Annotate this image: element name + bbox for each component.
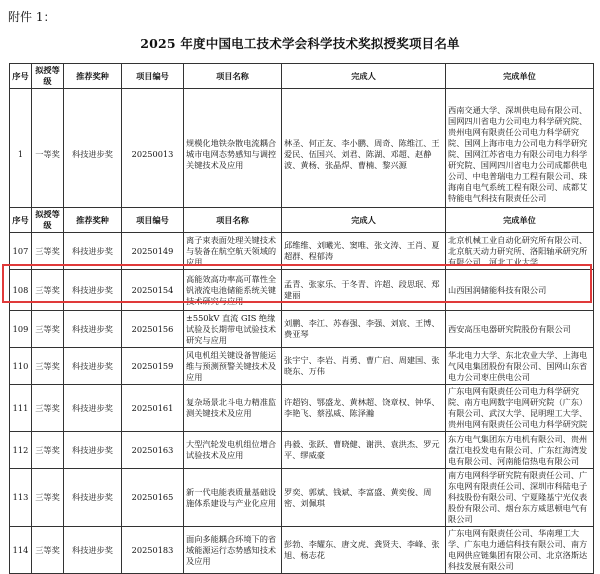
level-cell: 三等奖 <box>32 348 64 385</box>
table-row <box>10 432 594 469</box>
contributors-cell: 许超钧、鄂盛龙、黄林超、饶章权、钟华、李艳飞、蔡泓威、陈泽瀚 <box>282 385 446 432</box>
level-cell: 三等奖 <box>32 233 64 270</box>
column-header: 完成人 <box>282 64 446 89</box>
column-header: 完成人 <box>282 208 446 233</box>
level-cell: 三等奖 <box>32 469 64 527</box>
column-header: 项目编号 <box>122 64 184 89</box>
seq-cell: 109 <box>10 311 32 348</box>
seq-cell: 112 <box>10 432 32 469</box>
institutions-cell: 广东电网有限责任公司、华南理工大学、广东电力通信科技有限公司、南方电网供应链集团有限公司、北京洛斯达科技发展有限公司 <box>446 527 594 574</box>
award-table-top <box>9 63 594 221</box>
table-row <box>10 270 594 311</box>
header-row <box>10 64 594 89</box>
institutions-cell: 山西国润储能科技有限公司 <box>446 270 594 311</box>
award-type-cell: 科技进步奖 <box>64 348 122 385</box>
institutions-cell: 广东电网有限责任公司电力科学研究院、南方电网数字电网研究院（广东）有限公司、武汉大学、昆明理工大学、贵州电网有限责任公司电力科学研究院 <box>446 385 594 432</box>
seq-cell: 110 <box>10 348 32 385</box>
project-code-cell: 20250156 <box>122 311 184 348</box>
column-header: 推荐奖种 <box>64 208 122 233</box>
project-name-cell: 风电机组关键设备智能运维与预测预警关键技术及应用 <box>184 348 282 385</box>
project-name-cell: 面向多能耦合环境下的省域能源运行态势感知技术及应用 <box>184 527 282 574</box>
document-title: 2025 年度中国电工技术学会科学技术奖拟授奖项目名单 <box>140 36 460 51</box>
seq-cell: 107 <box>10 233 32 270</box>
project-name-cell: 大型汽轮发电机组位增合试验技术及应用 <box>184 432 282 469</box>
project-name-cell: 新一代电能表质量基础设施体系建设与产业化应用 <box>184 469 282 527</box>
level-cell: 三等奖 <box>32 270 64 311</box>
project-name-cell: 高能效高功率高可靠性全钒液流电池储能系统关键技术研究与应用 <box>184 270 282 311</box>
table-row <box>10 385 594 432</box>
column-header: 项目名称 <box>184 208 282 233</box>
contributors-cell: 孟青、张家乐、于冬青、许超、段思珉、郑建丽 <box>282 270 446 311</box>
column-header: 完成单位 <box>446 208 594 233</box>
project-code-cell: 20250149 <box>122 233 184 270</box>
header-row <box>10 208 594 233</box>
project-name-cell: 离子束表面处理关键技术与装备在航空航天领域的应用 <box>184 233 282 270</box>
column-header: 完成单位 <box>446 64 594 89</box>
contributors-cell: 罗奕、郭斌、钱斌、李富盛、黄奕俊、周密、刘佩琪 <box>282 469 446 527</box>
column-header: 拟授等级 <box>32 208 64 233</box>
table-row <box>10 348 594 385</box>
column-header: 拟授等级 <box>32 64 64 89</box>
column-header: 序号 <box>10 208 32 233</box>
project-code-cell: 20250183 <box>122 527 184 574</box>
institutions-cell: 西安高压电器研究院股份有限公司 <box>446 311 594 348</box>
project-name-cell: ±550kV 直流 GIS 绝缘试验及长期带电试验技术研究与应用 <box>184 311 282 348</box>
seq-cell: 111 <box>10 385 32 432</box>
award-type-cell: 科技进步奖 <box>64 233 122 270</box>
column-header: 序号 <box>10 64 32 89</box>
seq-cell: 108 <box>10 270 32 311</box>
project-code-cell: 20250165 <box>122 469 184 527</box>
level-cell: 三等奖 <box>32 432 64 469</box>
level-cell: 一等奖 <box>32 89 64 221</box>
project-name-cell: 复杂场景北斗电力精准监测关键技术及应用 <box>184 385 282 432</box>
award-type-cell: 科技进步奖 <box>64 270 122 311</box>
award-type-cell: 科技进步奖 <box>64 527 122 574</box>
contributors-cell: 林圣、何正友、李小鹏、周奇、陈维江、王爱民、伍国兴、刘君、陈湖、邓超、赵静波、黄杨、张晶焊、曹楠、黎兴源 <box>282 89 446 221</box>
level-cell: 三等奖 <box>32 385 64 432</box>
institutions-cell: 北京机械工业自动化研究所有限公司、北京航天动力研究所、洛阳轴承研究所有限公司、河北工业大学 <box>446 233 594 270</box>
project-code-cell: 20250159 <box>122 348 184 385</box>
column-header: 推荐奖种 <box>64 64 122 89</box>
award-table-bottom <box>9 207 594 574</box>
table-row <box>10 469 594 527</box>
table-row <box>10 89 594 221</box>
level-cell: 三等奖 <box>32 311 64 348</box>
seq-cell: 113 <box>10 469 32 527</box>
project-code-cell: 20250161 <box>122 385 184 432</box>
level-cell: 三等奖 <box>32 527 64 574</box>
attachment-label: 附件 1： <box>8 10 56 24</box>
table-row <box>10 311 594 348</box>
contributors-cell: 邱维维、刘曦光、窦唯、张文涛、王肖、夏超群、程郁涛 <box>282 233 446 270</box>
column-header: 项目名称 <box>184 64 282 89</box>
contributors-cell: 张宇宁、李岩、肖勇、曹广启、周建国、张晓东、万伟 <box>282 348 446 385</box>
table-row <box>10 233 594 270</box>
award-type-cell: 科技进步奖 <box>64 469 122 527</box>
institutions-cell: 华北电力大学、东北农业大学、上海电气风电集团股份有限公司、国网山东省电力公司枣庄供电公司 <box>446 348 594 385</box>
award-type-cell: 科技进步奖 <box>64 311 122 348</box>
project-code-cell: 20250013 <box>122 89 184 221</box>
institutions-cell: 南方电网科学研究院有限责任公司、广东电网有限责任公司、深圳市科陆电子科技股份有限公司、宁夏隆基宁光仪表股份有限公司、烟台东方威思顿电气有限公司 <box>446 469 594 527</box>
award-type-cell: 科技进步奖 <box>64 432 122 469</box>
table-row <box>10 527 594 574</box>
award-type-cell: 科技进步奖 <box>64 385 122 432</box>
contributors-cell: 彭勃、李耀东、唐文虎、龚贤夫、李峰、张旭、杨志花 <box>282 527 446 574</box>
project-code-cell: 20250154 <box>122 270 184 311</box>
seq-cell: 1 <box>10 89 32 221</box>
award-type-cell: 科技进步奖 <box>64 89 122 221</box>
contributors-cell: 刘鹏、李江、苏春强、李强、刘宸、王博、费亚琴 <box>282 311 446 348</box>
project-code-cell: 20250163 <box>122 432 184 469</box>
column-header: 项目编号 <box>122 208 184 233</box>
contributors-cell: 冉毅、张跃、曹晓健、谢洪、袁洪杰、罗元平、缪威豪 <box>282 432 446 469</box>
project-name-cell: 规模化地铁杂散电流耦合城市电网态势感知与调控关键技术及应用 <box>184 89 282 221</box>
institutions-cell: 西南交通大学、深圳供电局有限公司、国网四川省电力公司电力科学研究院、贵州电网有限责任公司电力科学研究院、国网上海市电力公司电力科学研究院、国网江苏省电力有限公司电力科学研究院、国网四川省电力公司成都供电公司、中电普瑞电力工程有限公司、珠海南自电气系统工程有限公司、成都艾特能电气科技有限责任公司 <box>446 89 594 221</box>
institutions-cell: 东方电气集团东方电机有限公司、贵州盘江电投发电有限公司、广东红海湾发电有限公司、河南能信热电有限公司 <box>446 432 594 469</box>
seq-cell: 114 <box>10 527 32 574</box>
